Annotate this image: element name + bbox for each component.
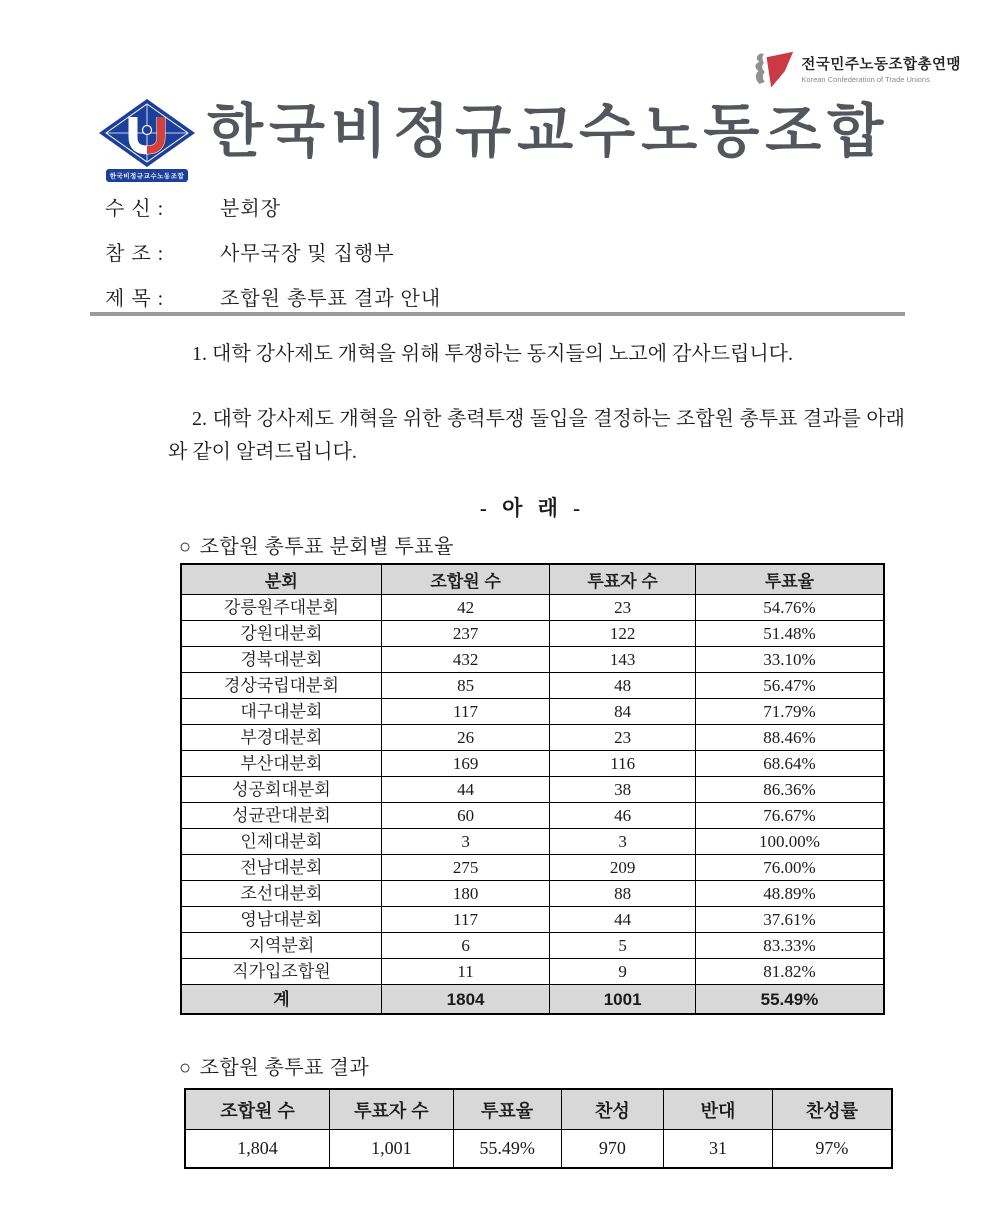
table-row [181,907,884,933]
table-cell: 경상국립대분회 [181,673,381,699]
table-cell: 100.00% [695,829,884,855]
col-voters: 투표자 수 [330,1089,454,1130]
table-cell: 97% [772,1130,892,1169]
table-row [185,1130,892,1169]
table-cell: 38 [550,777,696,803]
table-header-row [185,1089,892,1130]
union-emblem-caption: 한국비정규교수노동조합 [106,169,189,182]
table-cell: 71.79% [695,699,884,725]
table-cell: 88 [550,881,696,907]
table-cell: 180 [381,881,550,907]
table-cell: 5 [550,933,696,959]
col-members: 조합원 수 [185,1089,330,1130]
table-header-row [181,564,884,595]
table-cell: 51.48% [695,621,884,647]
table-cell: 83.33% [695,933,884,959]
table-cell: 970 [561,1130,664,1169]
table-cell: 1,804 [185,1130,330,1169]
meta-row-subject [105,282,441,327]
table-cell: 116 [550,751,696,777]
kctu-name-english: Korean Confederation of Trade Unions [801,74,930,84]
table-cell: 76.67% [695,803,884,829]
table-cell: 54.76% [695,595,884,621]
body-text [168,338,905,469]
table-cell: 강원대분회 [181,621,381,647]
paragraph-result-notice: 2. 대학 강사제도 개혁을 위한 총력투쟁 돌입을 결정하는 조합원 총투표 결과를 아래와 같이 알려드립니다. [168,408,905,463]
table-row [181,933,884,959]
col-branch: 분회 [181,564,381,595]
table-row [181,855,884,881]
table-cell: 117 [381,907,550,933]
subject-value: 조합원 총투표 결과 안내 [220,288,442,310]
total-label: 계 [181,985,381,1015]
table-row [181,751,884,777]
table-cell: 23 [550,725,696,751]
table-cell: 209 [550,855,696,881]
table-row [181,725,884,751]
table-row [181,699,884,725]
table-cell: 48 [550,673,696,699]
table-total-row [181,985,884,1015]
turnout-table-header [181,564,884,595]
turnout-table-body [181,595,884,985]
col-yes: 찬성 [561,1089,664,1130]
table-cell: 1,001 [330,1130,454,1169]
table-cell: 33.10% [695,647,884,673]
table-cell: 지역분회 [181,933,381,959]
table-row [181,595,884,621]
recipient-label: 수 신 : [105,198,165,220]
table-cell: 성공회대분회 [181,777,381,803]
meta-row-cc [105,237,441,282]
result-table-header [185,1089,892,1130]
table-row [181,647,884,673]
table-cell: 26 [381,725,550,751]
turnout-section-title-text: 조합원 총투표 분회별 투표율 [199,536,454,558]
below-heading: - 아 래 - [479,496,586,520]
table-cell: 86.36% [695,777,884,803]
table-cell: 31 [664,1130,773,1169]
table-cell: 44 [550,907,696,933]
title-separator [90,312,905,316]
table-cell: 81.82% [695,959,884,985]
cc-label: 참 조 : [105,243,165,265]
table-cell: 23 [550,595,696,621]
table-cell: 직가입조합원 [181,959,381,985]
table-cell: 68.64% [695,751,884,777]
table-cell: 3 [381,829,550,855]
table-cell: 조선대분회 [181,881,381,907]
table-cell: 46 [550,803,696,829]
table-cell: 275 [381,855,550,881]
table-cell: 대구대분회 [181,699,381,725]
turnout-section-title [179,530,454,559]
circle-bullet-icon: ○ [179,536,192,558]
cc-value: 사무국장 및 집행부 [220,243,395,265]
table-row [181,777,884,803]
table-cell: 122 [550,621,696,647]
table-cell: 117 [381,699,550,725]
table-cell: 6 [381,933,550,959]
subject-label: 제 목 : [105,288,165,310]
table-cell: 강릉원주대분회 [181,595,381,621]
table-cell: 44 [381,777,550,803]
col-turnout: 투표율 [453,1089,561,1130]
table-cell: 56.47% [695,673,884,699]
document-title: 한국비정규교수노동조합 [207,99,890,164]
table-cell: 84 [550,699,696,725]
total-members: 1804 [381,985,550,1015]
recipient-value: 분회장 [220,198,281,220]
table-cell: 85 [381,673,550,699]
table-cell: 3 [550,829,696,855]
result-table [184,1088,893,1169]
result-section-title-text: 조합원 총투표 결과 [199,1057,370,1079]
table-row [181,881,884,907]
kctu-name-korean: 전국민주노동조합총연맹 [801,56,961,73]
table-cell: 48.89% [695,881,884,907]
paragraph-thanks: 1. 대학 강사제도 개혁을 위해 투쟁하는 동지들의 노고에 감사드립니다. [192,343,793,365]
table-cell: 영남대분회 [181,907,381,933]
table-cell: 부산대분회 [181,751,381,777]
union-emblem [99,99,195,182]
total-turnout: 55.49% [695,985,884,1015]
result-table-body [185,1130,892,1169]
meta-block [105,192,441,327]
col-turnout: 투표율 [695,564,884,595]
table-cell: 경북대분회 [181,647,381,673]
table-cell: 55.49% [453,1130,561,1169]
col-approval-rate: 찬성률 [772,1089,892,1130]
table-cell: 37.61% [695,907,884,933]
meta-row-recipient [105,192,441,237]
table-cell: 42 [381,595,550,621]
table-cell: 143 [550,647,696,673]
table-cell: 9 [550,959,696,985]
col-no: 반대 [664,1089,773,1130]
table-cell: 169 [381,751,550,777]
result-section-title [179,1051,369,1080]
table-cell: 432 [381,647,550,673]
table-cell: 부경대분회 [181,725,381,751]
table-row [181,621,884,647]
table-row [181,959,884,985]
table-row [181,673,884,699]
table-cell: 60 [381,803,550,829]
col-members: 조합원 수 [381,564,550,595]
table-row [181,803,884,829]
table-row [181,829,884,855]
table-cell: 88.46% [695,725,884,751]
table-cell: 237 [381,621,550,647]
circle-bullet-icon: ○ [179,1057,192,1079]
table-cell: 11 [381,959,550,985]
table-cell: 인제대분회 [181,829,381,855]
col-voters: 투표자 수 [550,564,696,595]
union-emblem-icon [99,99,195,167]
table-cell: 성균관대분회 [181,803,381,829]
table-cell: 전남대분회 [181,855,381,881]
total-voters: 1001 [550,985,696,1015]
table-cell: 76.00% [695,855,884,881]
turnout-table [180,563,885,1015]
